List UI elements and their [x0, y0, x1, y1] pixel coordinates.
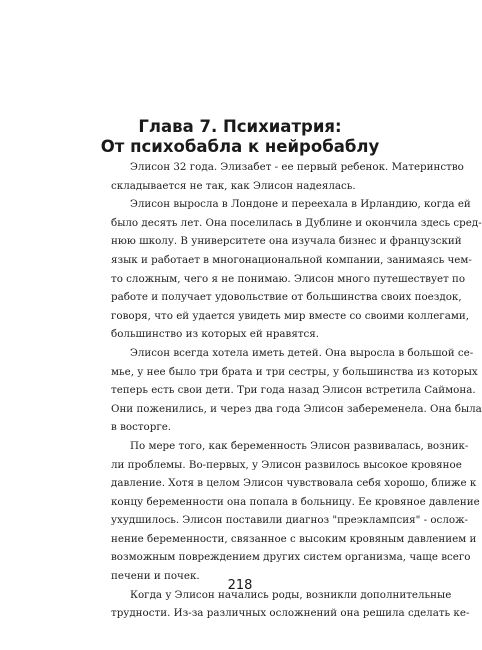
text-line: язык и работает в многонациональной компании, занимаясь чем- — [111, 253, 472, 266]
text-line: Когда у Элисон начались роды, возникли дополнительные — [130, 588, 452, 601]
text-line: работе и получает удовольствие от большинства своих поездок, — [111, 291, 462, 304]
paragraph — [111, 195, 482, 344]
paragraph — [111, 158, 464, 195]
paragraph — [111, 437, 480, 586]
chapter-title — [0, 117, 480, 157]
text-line: печени и почек. — [111, 570, 200, 583]
text-line: По мере того, как беременность Элисон развивалась, возник- — [130, 439, 469, 452]
paragraph — [111, 344, 482, 437]
text-line: Элисон всегда хотела иметь детей. Она выросла в большой се- — [130, 346, 474, 359]
text-line: то сложным, чего я не понимаю. Элисон много путешествует по — [111, 272, 466, 285]
text-line: говоря, что ей удается увидеть мир вместе со своими коллегами, — [111, 309, 469, 322]
body-text — [111, 158, 482, 623]
page-number: 218 — [227, 578, 253, 593]
text-line: концу беременности она попала в больницу. Ее кровяное давление — [111, 495, 480, 508]
text-line: складывается не так, как Элисон надеялась. — [111, 179, 356, 192]
chapter-title-line-1: Глава 7. Психиатрия: — [138, 117, 342, 136]
text-line: трудности. Из-за различных осложнений она решила сделать ке- — [111, 607, 470, 620]
text-line: Элисон 32 года. Элизабет - ее первый ребенок. Материнство — [130, 161, 464, 173]
text-line: ли проблемы. Во-первых, у Элисон развилось высокое кровяное — [111, 458, 462, 471]
text-line: нение беременности, связанное с высоким кровяным давлением и — [111, 532, 477, 545]
chapter-title-line-2: От психобабла к нейробаблу — [100, 137, 380, 156]
text-line: нюю школу. В университете она изучала бизнес и французский — [111, 235, 462, 248]
text-line: Элисон выросла в Лондоне и переехала в Ирландию, когда ей — [130, 198, 471, 211]
text-line: Они поженились, и через два года Элисон забеременела. Она была — [111, 402, 482, 415]
text-line: возможным повреждением других систем организма, чаще всего — [111, 551, 471, 564]
text-line: ухудшилось. Элисон поставили диагноз "преэклампсия" - ослож- — [111, 514, 469, 527]
text-line: было десять лет. Она поселилась в Дублине и окончила здесь сред- — [111, 216, 482, 229]
text-line: в восторге. — [111, 421, 172, 434]
text-line: теперь есть свои дети. Три года назад Элисон встретила Саймона. — [111, 384, 476, 397]
text-line: давление. Хотя в целом Элисон чувствовала себя хорошо, ближе к — [111, 477, 477, 490]
text-line: большинство из которых ей нравятся. — [111, 328, 320, 341]
text-line: мье, у нее было три брата и три сестры, у большинства из которых — [111, 365, 478, 378]
